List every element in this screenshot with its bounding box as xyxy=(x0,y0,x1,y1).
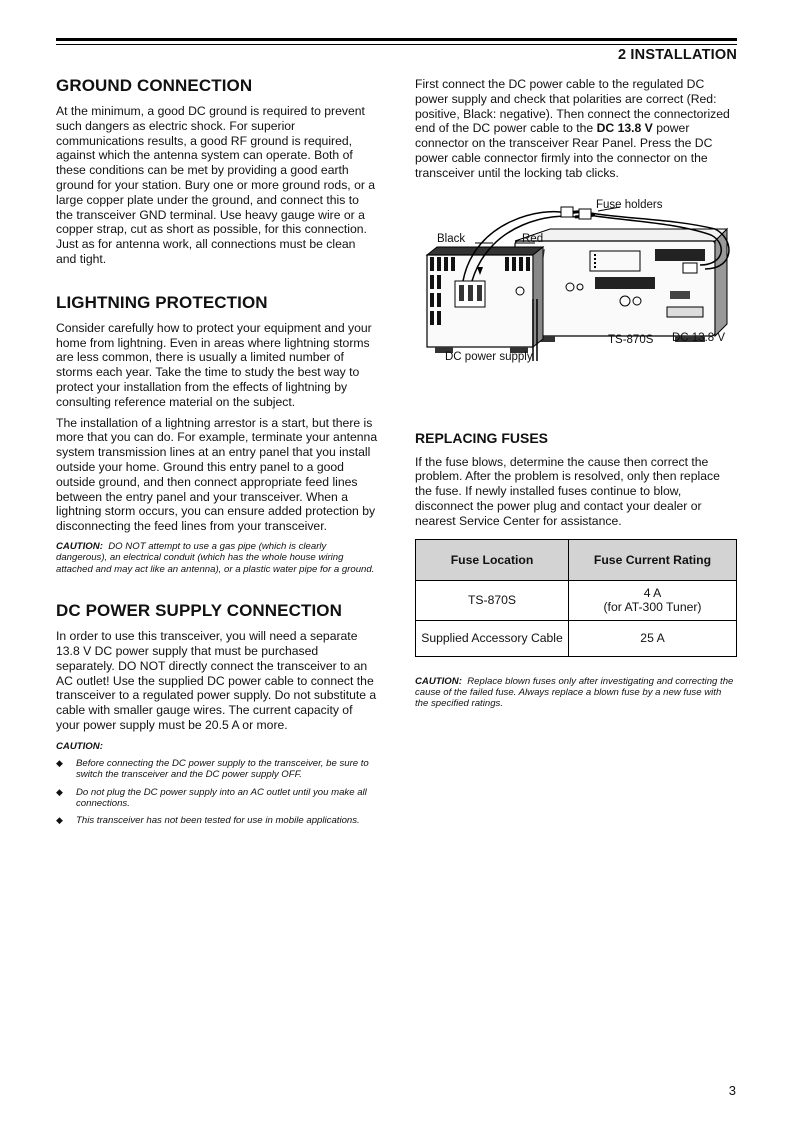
dc-power-supply-label: DC power supply xyxy=(445,350,533,363)
diamond-bullet-icon: ◆ xyxy=(56,814,63,825)
caution-label: CAUTION: xyxy=(56,740,103,752)
dc-power-section xyxy=(56,601,378,826)
ground-connection-section xyxy=(56,76,378,267)
header-rule-thick xyxy=(56,38,737,41)
lightning-title: LIGHTNING PROTECTION xyxy=(56,292,268,312)
dc-13-8v-connector-label: DC 13.8 V xyxy=(672,331,726,344)
fuse-holder-icon xyxy=(561,207,573,217)
header-rule-thin xyxy=(56,44,737,45)
replacing-fuses-section xyxy=(415,430,737,710)
connect-instructions: First connect the DC power cable to the regulated DC power supply and check that polarities are correct (Red: positive, Black: negative). Then connect the connectorized end of the DC power cable to the DC 13.8 V power connector on the transceiver Rear Panel. Press the DC power cable connector firmly into the connector on the transceiver until the locking tab clicks. xyxy=(415,77,730,180)
fuse-location-cell: TS-870S xyxy=(416,580,569,620)
ground-connection-body: At the minimum, a good DC ground is required to prevent such dangers as electric shock. For superior communications results, a good RF ground is required, against which the antenna system can operate. Both of these conditions can be met by providing a good earth ground for your station. Bury one or more ground rods, or a large copper plate under the ground, and connect this to the transceiver GND terminal. Use heavy gauge wire or a copper strap, cut as short as possible, for this connection. Just as for antenna work, all connections must be clean and tight. xyxy=(56,104,376,266)
fuse-rating-cell: 4 A (for AT-300 Tuner) xyxy=(569,580,737,620)
caution-label: CAUTION: xyxy=(56,540,103,552)
page-number: 3 xyxy=(728,1083,736,1098)
power-supply-illustration xyxy=(427,247,543,353)
right-column xyxy=(415,77,737,710)
lightning-paragraph-2: The installation of a lightning arrestor is a start, but there is more that you can do. For example, terminate your antenna system transmission lines at an entry panel that you install outside your home. Ground this entry panel to a good outside ground, and then connect appropriate feed lines between the entry panel and your transceiver. When a lightning storm occurs, you can ensure added protection by disconnecting the feed lines from your transceiver. xyxy=(56,415,378,534)
power-connection-diagram xyxy=(415,199,737,375)
lightning-caution xyxy=(56,541,378,575)
replacing-fuses-title: REPLACING FUSES xyxy=(415,429,549,446)
list-item: ◆ Before connecting the DC power supply to the transceiver, be sure to switch the transceiver and the DC power supply OFF. xyxy=(56,758,369,781)
dc-power-body: In order to use this transceiver, you will need a separate 13.8 V DC power supply that must be purchased separately. DO NOT directly connect the transceiver to an AC outlet! Use the supplied DC power cable to connect the transceiver to a regulated power supply. Do not substitute a cable with smaller gauge wires. The current capacity of your power supply must be 20.5 A or more. xyxy=(56,629,377,732)
dc-power-caution-list xyxy=(56,758,378,826)
ts870s-label: TS-870S xyxy=(608,333,654,346)
fuse-location-cell: Supplied Accessory Cable xyxy=(416,620,569,656)
dc-power-caution-label xyxy=(56,741,378,752)
left-column xyxy=(56,76,378,832)
chapter-heading: 2 INSTALLATION xyxy=(617,47,737,63)
table-row xyxy=(416,620,737,656)
fuse-holders-label: Fuse holders xyxy=(596,198,663,211)
diamond-bullet-icon: ◆ xyxy=(56,786,63,797)
black-wire-label: Black xyxy=(437,232,466,245)
lightning-paragraph-1: Consider carefully how to protect your equipment and your home from lightning. Even in areas where lightning storms are less common, there is usually a limited number of storms each year. Take the time to study the best way to protect your installation from the effects of lightning by consulting reference material on the subject. xyxy=(56,320,372,409)
diagram-illustration xyxy=(415,199,737,375)
transceiver-illustration xyxy=(515,229,727,342)
ground-connection-title: GROUND CONNECTION xyxy=(56,76,253,95)
diamond-bullet-icon: ◆ xyxy=(56,758,63,769)
caution-label: CAUTION: xyxy=(415,675,462,687)
fuse-holder-icon xyxy=(579,209,591,219)
dc-13-8v-label: DC 13.8 V xyxy=(596,121,653,136)
dc-power-title: DC POWER SUPPLY CONNECTION xyxy=(56,601,342,621)
caution-text: DO NOT attempt to use a gas pipe (which is clearly dangerous), an electrical conduit (which has the whole house wiring attached and may act like an antenna), or a plastic water pipe for a ground. xyxy=(56,540,375,575)
fuse-rating-header: Fuse Current Rating xyxy=(569,539,737,580)
list-item: ◆ This transceiver has not been tested for use in mobile applications. xyxy=(56,814,360,826)
replacing-fuses-body: If the fuse blows, determine the cause then correct the problem. After the problem is resolved, only then replace the fuse. If newly installed fuses continue to blow, disconnect the power plug and contact your dealer or nearest Service Center for assistance. xyxy=(415,454,720,528)
fuse-location-header: Fuse Location xyxy=(416,539,569,580)
table-header-row xyxy=(416,539,737,580)
fuse-rating-cell: 25 A xyxy=(569,620,737,656)
caution-text: Replace blown fuses only after investigating and correcting the cause of the failed fuse. Always replace a blown fuse by a new fuse with the specified ratings. xyxy=(415,675,734,710)
table-row xyxy=(416,580,737,620)
lightning-section xyxy=(56,293,378,575)
red-wire-label: Red xyxy=(522,232,544,245)
fuse-caution xyxy=(415,676,737,710)
list-item: ◆ Do not plug the DC power supply into an AC outlet until you make all connections. xyxy=(56,786,367,809)
fuse-table xyxy=(415,539,737,657)
